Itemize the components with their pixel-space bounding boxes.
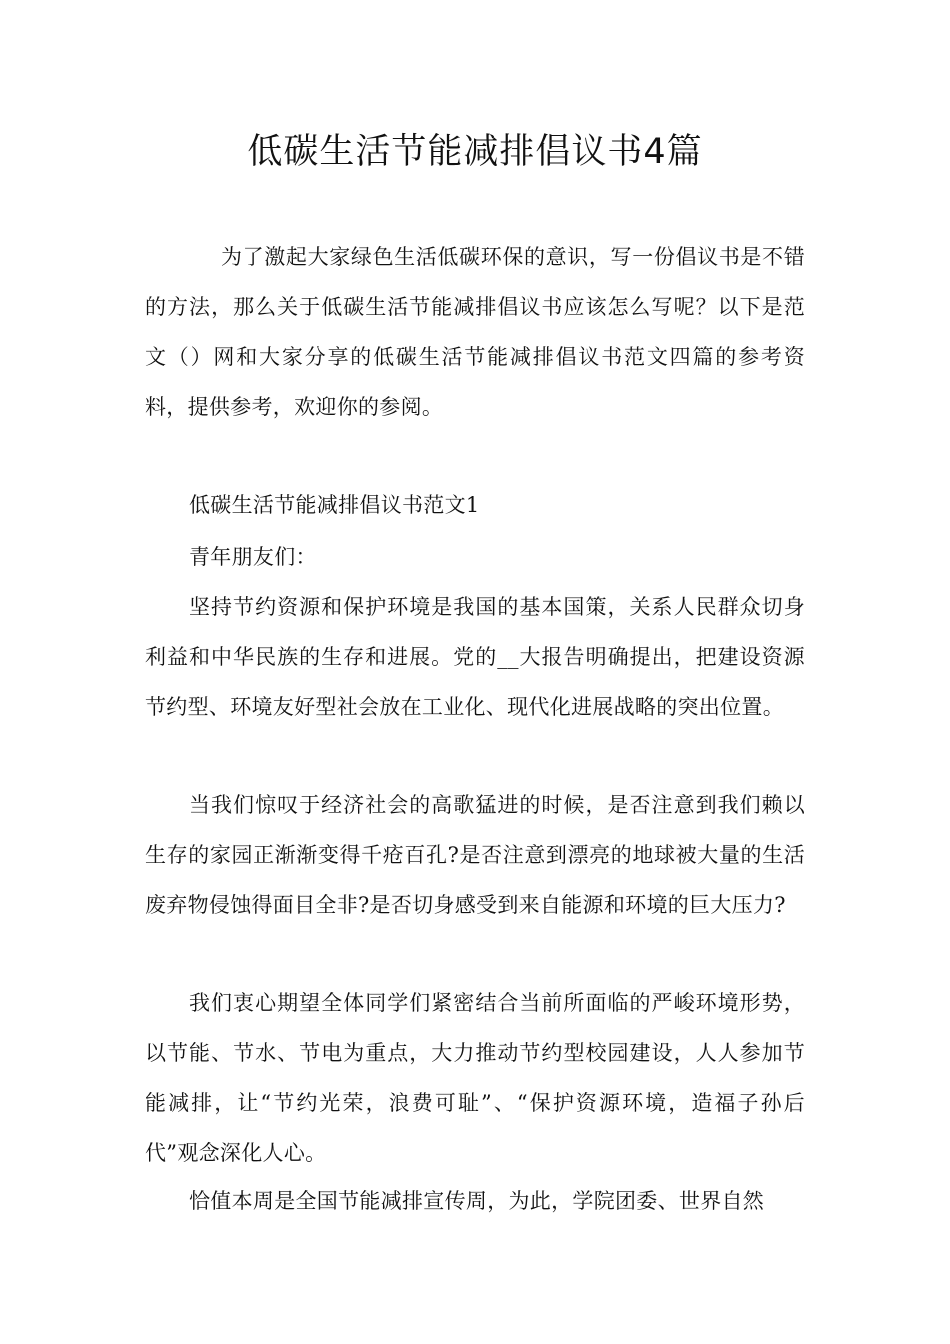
document-title: 低碳生活节能减排倡议书4篇 xyxy=(247,132,703,172)
intro-paragraph: 为了激起大家绿色生活低碳环保的意识，写一份倡议书是不错的方法，那么关于低碳生活节能减排倡议书应该怎么写呢？以下是范文（）网和大家分享的低碳生活节能减排倡议书范文四篇的参考资料，提供参考，欢迎你的参阅。 xyxy=(145,245,805,419)
body-paragraph-4: 恰值本周是全国节能减排宣传周，为此，学院团委、世界自然 xyxy=(189,1189,765,1213)
body-paragraph-3: 我们衷心期望全体同学们紧密结合当前所面临的严峻环境形势，以节能、节水、节电为重点，大力推动节约型校园建设，人人参加节能减排，让“节约光荣，浪费可耻”、“保护资源环境，造福子孙后代”观念深化人心。 xyxy=(145,991,805,1165)
body-paragraph-1: 坚持节约资源和保护环境是我国的基本国策，关系人民群众切身利益和中华民族的生存和进展。党的__大报告明确提出，把建设资源节约型、环境友好型社会放在工业化、现代化进展战略的突出位置。 xyxy=(145,595,805,719)
body-paragraph-2: 当我们惊叹于经济社会的高歌猛进的时候，是否注意到我们赖以生存的家园正渐渐变得千疮百孔?是否注意到漂亮的地球被大量的生活废弃物侵蚀得面目全非?是否切身感受到来自能源和环境的巨大压力? xyxy=(145,793,805,917)
section-title: 低碳生活节能减排倡议书范文1 xyxy=(189,493,480,517)
greeting: 青年朋友们： xyxy=(189,545,317,569)
